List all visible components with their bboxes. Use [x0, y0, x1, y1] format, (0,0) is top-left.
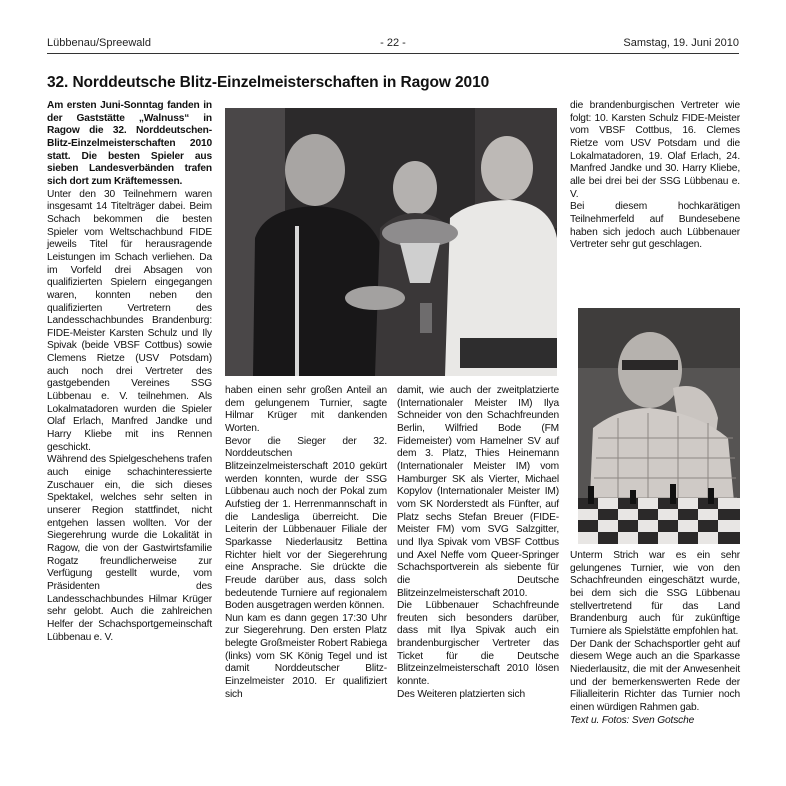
article-lead: Am ersten Juni-Sonntag fanden in der Gaststätte „Walnuss“ in Ragow die 32. Norddeutschen-Blitz-Einzelmeisterschaften 2010 statt. Die besten Spieler aus sieben Landesverbänden trafen sich dort zum Kräftemessen. — [47, 100, 212, 187]
paragraph: Bei diesem hochkarätigen Teilnehmerfeld auf Bundesebene haben sich jedoch auch Lübbenauer Vertreter sehr gut geschlagen. — [570, 201, 740, 251]
header-page-number: - 22 - — [380, 37, 406, 49]
column-3 — [397, 385, 559, 701]
column-1 — [47, 100, 212, 644]
chess-player-photo — [578, 308, 740, 544]
paragraph: die brandenburgischen Vertreter wie folgt: 10. Karsten Schulz FIDE-Meister vom VBSF Cottbus, 16. Clemes Rietze vom USV Potsdam und die Lokalmatadoren, 19. Olaf Erlach, 24. Manfred Jandke und 30. Harry Kliebe, alle bei drei bei der SSG Lübbenau e. V. — [570, 100, 740, 200]
paragraph: haben einen sehr großen Anteil an dem gelungenem Turnier, sagte Hilmar Krüger mit dankenden Worten. — [225, 385, 387, 434]
paragraph: Während des Spielgeschehens trafen auch einige schachinteressierte Zuschauer ein, die sich dieses Spektakel, welches sehr selten in unserer Region stattfindet, nicht entgehen lassen wollten. Vor der Siegerehrung wurde die Lokalität in Ragow, die von der Gastwirtsfamilie Rogatz freundlicherweise zur Verfügung gestellt wurde, vom Präsidenten des Landesschachbundes Hilmar Krüger sehr gelobt. Auch die zahlreichen Helfer der Schachsportgemeinschaft Lübbenau e. V. — [47, 454, 212, 643]
column-4-top — [570, 100, 740, 252]
paragraph: Die Lübbenauer Schachfreunde freuten sich besonders darüber, dass mit Ilya Spivak auch ein brandenburgischer Vertreter das Ticket für die Deutsche Blitzeinzelmeisterschaft 2010 lösen konnte. — [397, 600, 559, 688]
photo-credit: Text u. Fotos: Sven Gotsche — [570, 714, 695, 726]
column-4-bottom — [570, 550, 740, 727]
header-rule — [47, 53, 739, 54]
paragraph: Unter den 30 Teilnehmern waren insgesamt 14 Titelträger dabei. Beim Schach bekommen die besten Spieler vom Weltschachbund FIDE jeweils Titel für herausragende Leistungen im Schach verliehen. Da im Vorfeld drei Absagen von qualifizierten Spielern eingegangen waren, konnten neben den qualifizierten Vertretern des Landesschachbundes Brandenburg: FIDE-Meister Karsten Schulz und Ily Spivak (beide VBSF Cottbus) sowie Clemens Rietze (USV Potsdam) auch noch drei Vertreter des gastgebenden Vereines SSG Lübbenau e. V. teilnehmen. Als Lokalmatadoren wurden die Spieler Olaf Erlach, Manfred Jandke und Harry Kliebe mit ins Rennen geschickt. — [47, 188, 212, 453]
paragraph: Bevor die Sieger der 32. Norddeutschen Blitzeinzelmeisterschaft 2010 gekürt werden konnten, wurde der SSG Lübbenau auch noch der Pokal zum Aufstieg der 1. Herrenmannschaft in die Landesliga überreicht. Die Leiterin der Lübbenauer Filiale der Sparkasse Niederlausitz Bettina Richter hielt vor der Siegerehrung eine Ansprache. Sie drückte die Freude darüber aus, dass solch bedeutende Turniere auf regionalem Boden ausgetragen werden können. — [225, 435, 387, 612]
paragraph: Unterm Strich war es ein sehr gelungenes Turnier, wie von den Schachfreunden eingeschätzt wurde, bei dem sich die SSG Lübbenau stellvertretend für das Land Brandenburg auch für zukünftige Turniere als Spielstätte empfohlen hat. — [570, 550, 740, 637]
header-date: Samstag, 19. Juni 2010 — [623, 37, 739, 49]
paragraph: damit, wie auch der zweitplatzierte (Internationaler Meister IM) Ilya Schneider von den Schachfreunden Berlin, Wilfried Bode (FM Fidemeister) vom Hamelner SV auf dem 3. Platz, Thies Heinemann (Internationaler Meister IM) vom Hamburger SK als Vierter, Michael Kopylov (Internationaler Meister IM) vom SK Norderstedt als Fünfter, auf Platz sechs Stefan Breuer (FIDE-Meister FM) vom SVG Salzgitter, und Ilya Spivak vom VBSF Cottbus und Axel Neffe vom Queer-Springer Schachsportverein als siebente für die Deutsche Blitzeinzelmeisterschaft 2010. — [397, 385, 559, 599]
award-ceremony-photo — [225, 108, 557, 376]
paragraph: Der Dank der Schachsportler geht auf diesem Wege auch an die Sparkasse Niederlausitz, die mit der Anwesenheit und der bemerkenswerten Rede der Filialleiterin Richter das Turnier noch einen würdigen Rahmen gab. — [570, 638, 740, 713]
header-location: Lübbenau/Spreewald — [47, 37, 151, 49]
paragraph: Nun kam es dann gegen 17:30 Uhr zur Siegerehrung. Den ersten Platz belegte Großmeister Robert Rabiega (links) vom SK König Tegel und ist damit Norddeutscher Blitz-Einzelmeister 2010. Er qualifiziert sich — [225, 612, 387, 700]
article-headline: 32. Norddeutsche Blitz-Einzelmeisterschaften in Ragow 2010 — [47, 74, 490, 91]
paragraph: Des Weiteren platzierten sich — [397, 688, 525, 700]
column-2 — [225, 385, 387, 701]
